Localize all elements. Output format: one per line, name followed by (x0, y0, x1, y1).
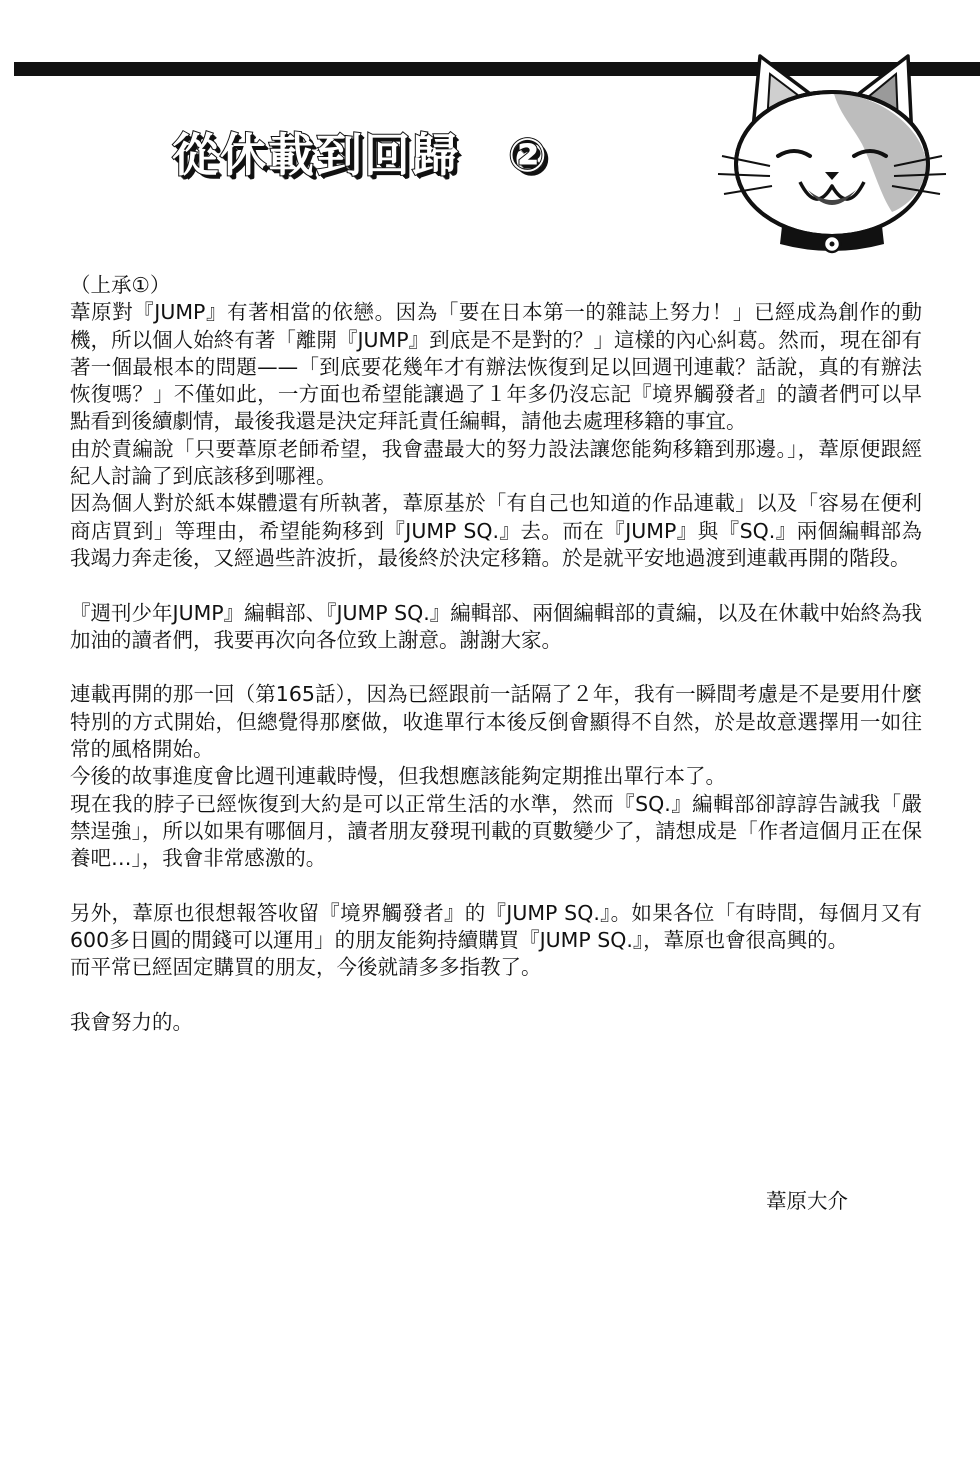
paragraph-support-request: 另外，葦原也很想報答收留『境界觸發者』的『JUMP SQ.』。如果各位「有時間，每個月又有600多日圓的閒錢可以運用」的朋友能夠持續購買『JUMP SQ.』，葦原也會很高興的。 (70, 900, 922, 953)
author-signature: 葦原大介 (766, 1189, 848, 1213)
paragraph-editor-discussion: 由於責編說「只要葦原老師希望，我會盡最大的努力設法讓您能夠移籍到那邊。」，葦原便跟經紀人討論了到底該移到哪裡。 (70, 436, 922, 489)
paragraph-health-note: 現在我的脖子已經恢復到大約是可以正常生活的水準，然而『SQ.』編輯部卻諄諄告誡我「嚴禁逞強」，所以如果有哪個月，讀者朋友發現刊載的頁數變少了，請想成是「作者這個月正在保養吧…」，我會非常感激的。 (70, 791, 922, 871)
paragraph-spacer (70, 873, 922, 900)
paragraph-continued-note: （上承①） (70, 273, 171, 297)
paragraph-regular-readers: 而平常已經固定購買的朋友，今後就請多多指教了。 (70, 955, 542, 980)
paragraph-spacer (70, 982, 922, 1009)
paragraph-thanks: 『週刊少年JUMP』編輯部、『JUMP SQ.』編輯部、兩個編輯部的責編，以及在休載中始終為我加油的讀者們，我要再次向各位致上謝意。謝謝大家。 (70, 600, 922, 652)
paragraph-schedule: 今後的故事進度會比週刊連載時慢，但我想應該能夠定期推出單行本了。 (70, 764, 726, 789)
paragraph-spacer (70, 572, 922, 599)
paragraph-chapter-165: 連載再開的那一回（第165話），因為已經跟前一話隔了２年，我有一瞬間考慮是不是要用什麼特別的方式開始，但總覺得那麼做，收進單行本後反倒會顯得不自然，於是故意選擇用一如往常的風格開始。 (70, 682, 922, 762)
page-title: 從休載到回歸 ② (172, 128, 549, 182)
afterword-body (70, 272, 922, 1036)
paragraph-closing: 我會努力的。 (70, 1010, 193, 1035)
paragraph-move-to-jump-sq: 因為個人對於紙本媒體還有所執著，葦原基於「有自己也知道的作品連載」以及「容易在便利商店買到」等理由，希望能夠移到『JUMP SQ.』去。而在『JUMP』與『SQ.』兩個編輯部為我竭力奔走後，又經過些許波折，最後終於決定移籍。於是就平安地過渡到連載再開的階段。 (70, 491, 922, 570)
cat-mascot-illustration (712, 44, 952, 254)
paragraph-jump-attachment: 葦原對『JUMP』有著相當的依戀。因為「要在日本第一的雜誌上努力！」已經成為創作的動機，所以個人始終有著「離開『JUMP』到底是不是對的？」這樣的內心糾葛。然而，現在卻有著一個最根本的問題——「到底要花幾年才有辦法恢復到足以回週刊連載？話說，真的有辦法恢復嗎？」不僅如此，一方面也希望能讓過了１年多仍沒忘記『境界觸發者』的讀者們可以早點看到後續劇情，最後我還是決定拜託責任編輯，請他去處理移籍的事宜。 (70, 300, 922, 434)
paragraph-spacer (70, 654, 922, 681)
